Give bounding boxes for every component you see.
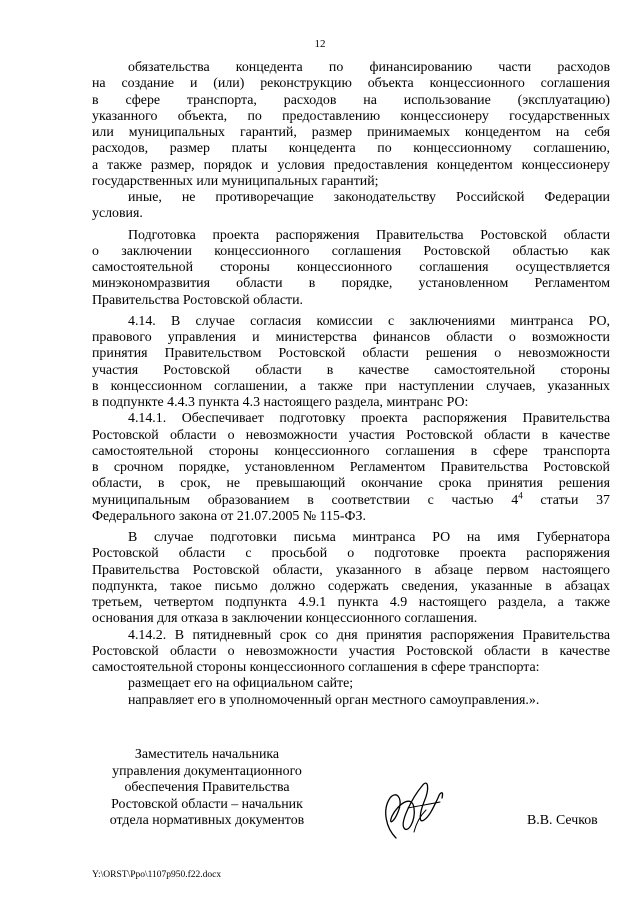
text-line: или муниципальных гарантий, размер принимаемых концедентом на себя — [92, 125, 610, 140]
text-line: 4.14. В случае согласия комиссии с заключениями минтранса РО, — [128, 313, 610, 329]
text-line: самостоятельной стороны концессионного соглашения в сфере транспорта: — [92, 660, 540, 675]
text-line-tail: статьи 37 — [522, 492, 610, 508]
text-line-with-superscript — [92, 489, 610, 509]
position-line: Ростовской области – начальник — [111, 796, 303, 812]
text-line: Федерального закона от 21.07.2005 № 115-ФЗ. — [92, 508, 366, 524]
text-line: В случае подготовки письма минтранса РО на имя Губернатора — [128, 530, 610, 545]
text-line: расходов, размер платы концедента по концессионному соглашению, — [92, 141, 610, 157]
text-line: иные, не противоречащие законодательству Российской Федерации — [128, 190, 610, 205]
text-line: в концессионном соглашении, а также при наступлении случаев, указанных — [92, 378, 610, 394]
text-line: участия Ростовской области в качестве самостоятельной стороны — [92, 362, 610, 378]
text-line: размещает его на официальном сайте; — [128, 676, 354, 692]
position-line: обеспечения Правительства — [124, 780, 290, 795]
text-line: правового управления и министерства финансов области о возможности — [92, 330, 610, 345]
text-line: области, в срок, не превышающий окончание срока принятия решения — [92, 476, 610, 492]
document-body — [92, 60, 610, 709]
page-number: 12 — [314, 38, 326, 50]
text-line: минэкономразвития области в порядке, установленном Регламентом — [92, 276, 610, 292]
text-line: Подготовка проекта распоряжения Правительства Ростовской области — [128, 227, 610, 243]
text-line: указанного объекта, по предоставлению концессионеру государственных — [92, 108, 610, 124]
text-line: а также размер, порядок и условия предоставления концедентом концессионеру — [92, 157, 610, 173]
superscript: 4 — [518, 489, 523, 500]
text-line: в подпункте 4.4.3 пункта 4.3 настоящего раздела, минтранс РО: — [92, 395, 469, 410]
text-line: Ростовской области о невозможности участия Ростовской области в качестве — [92, 427, 610, 443]
text-line: 4.14.1. Обеспечивает подготовку проекта распоряжения Правительства — [128, 411, 610, 427]
text-line: на создание и (или) реконструкцию объекта концессионного соглашения — [92, 76, 610, 92]
text-line: Правительства Ростовской области, указанного в абзаце первом настоящего — [92, 562, 610, 578]
position-line: отдела нормативных документов — [109, 813, 305, 828]
text-line: подпункта, такое письмо должно содержать сведения, указанные в абзацах — [92, 578, 610, 594]
text-line: самостоятельной стороны концессионного соглашения в сфере транспорта — [92, 443, 610, 459]
text-line: Ростовской области о невозможности участия Ростовской области в качестве — [92, 643, 610, 659]
text-line: третьем, четвертом подпункта 4.9.1 пункта 4.9 настоящего раздела, а также — [92, 595, 610, 610]
position-line: управления документационного — [112, 763, 302, 779]
text-line: 4.14.2. В пятидневный срок со дня принятия распоряжения Правительства — [128, 627, 610, 643]
signatory-position — [92, 747, 322, 830]
text-line: Ростовской области с просьбой о подготовке проекта распоряжения — [92, 546, 610, 562]
text-line: самостоятельной стороны концессионного соглашения осуществляется — [92, 260, 610, 275]
text-line: муниципальным образованием в соответствии с частью 4 — [92, 492, 519, 508]
text-line: обязательства концедента по финансированию части расходов — [128, 60, 610, 75]
position-line: Заместитель начальника — [134, 747, 280, 762]
handwritten-signature — [368, 768, 458, 848]
text-line: принятия Правительством Ростовской области решения о невозможности — [92, 346, 610, 362]
text-line: в сфере транспорта, расходов на использование (эксплуатацию) — [92, 92, 610, 108]
text-line: государственных или муниципальных гарантий; — [92, 173, 379, 189]
text-line: о заключении концессионного соглашения Ростовской областью как — [92, 243, 610, 259]
text-line: условия. — [92, 206, 143, 222]
text-line: Правительства Ростовской области. — [92, 292, 303, 308]
text-line: направляет его в уполномоченный орган местного самоуправления.». — [128, 692, 540, 708]
file-path: Y:\ORST\Ppo\1107p950.f22.docx — [92, 870, 222, 880]
text-line: в срочном порядке, установленном Регламентом Правительства Ростовской — [92, 460, 610, 475]
text-line: основания для отказа в заключении концессионного соглашения. — [92, 611, 478, 627]
signatory-name: В.В. Сечков — [527, 813, 598, 828]
